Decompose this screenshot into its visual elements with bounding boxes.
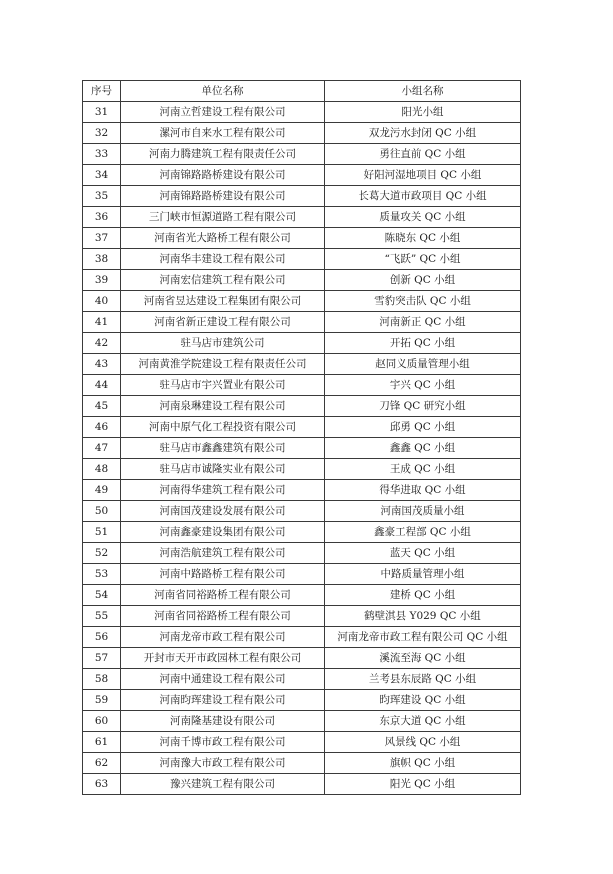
table-row [83,186,521,207]
cell-serial-number: 51 [83,522,121,543]
cell-serial-number: 43 [83,354,121,375]
cell-unit-name: 河南昀珲建设工程有限公司 [121,690,325,711]
table-row [83,627,521,648]
cell-serial-number: 50 [83,501,121,522]
table-row [83,438,521,459]
cell-serial-number: 41 [83,312,121,333]
table-row [83,333,521,354]
cell-group-name: 得华进取 QC 小组 [325,480,521,501]
cell-group-name: 河南新正 QC 小组 [325,312,521,333]
cell-serial-number: 31 [83,102,121,123]
table-row [83,774,521,795]
table-row [83,564,521,585]
table-row [83,228,521,249]
cell-group-name: 旗帜 QC 小组 [325,753,521,774]
cell-unit-name: 驻马店市宇兴置业有限公司 [121,375,325,396]
cell-group-name: 鑫鑫 QC 小组 [325,438,521,459]
cell-serial-number: 40 [83,291,121,312]
table-row [83,606,521,627]
table-row [83,123,521,144]
cell-unit-name: 河南豫大市政工程有限公司 [121,753,325,774]
table-row [83,354,521,375]
cell-serial-number: 44 [83,375,121,396]
cell-unit-name: 三门峡市恒源道路工程有限公司 [121,207,325,228]
cell-unit-name: 河南锦路路桥建设有限公司 [121,186,325,207]
cell-group-name: 邱勇 QC 小组 [325,417,521,438]
cell-serial-number: 39 [83,270,121,291]
table-row [83,732,521,753]
cell-serial-number: 54 [83,585,121,606]
table-row [83,669,521,690]
cell-group-name: 溪流至海 QC 小组 [325,648,521,669]
cell-serial-number: 34 [83,165,121,186]
cell-unit-name: 河南省新正建设工程有限公司 [121,312,325,333]
table-row [83,249,521,270]
header-group-name: 小组名称 [325,81,521,102]
cell-group-name: 勇往直前 QC 小组 [325,144,521,165]
cell-unit-name: 驻马店市建筑公司 [121,333,325,354]
table-row [83,543,521,564]
table-row [83,480,521,501]
cell-group-name: 陈晓东 QC 小组 [325,228,521,249]
cell-group-name: 蓝天 QC 小组 [325,543,521,564]
cell-group-name: 开拓 QC 小组 [325,333,521,354]
cell-unit-name: 豫兴建筑工程有限公司 [121,774,325,795]
cell-serial-number: 37 [83,228,121,249]
cell-unit-name: 河南华丰建设工程有限公司 [121,249,325,270]
cell-serial-number: 38 [83,249,121,270]
cell-group-name: 质量攻关 QC 小组 [325,207,521,228]
cell-group-name: 风景线 QC 小组 [325,732,521,753]
cell-unit-name: 河南龙帝市政工程有限公司 [121,627,325,648]
cell-group-name: 河南国茂质量小组 [325,501,521,522]
cell-serial-number: 53 [83,564,121,585]
cell-group-name: 王成 QC 小组 [325,459,521,480]
cell-unit-name: 驻马店市诚隆实业有限公司 [121,459,325,480]
table-row [83,312,521,333]
cell-serial-number: 61 [83,732,121,753]
table-row [83,459,521,480]
table-row [83,690,521,711]
table-row [83,375,521,396]
cell-serial-number: 56 [83,627,121,648]
cell-serial-number: 55 [83,606,121,627]
cell-serial-number: 60 [83,711,121,732]
cell-group-name: 双龙污水封闭 QC 小组 [325,123,521,144]
cell-unit-name: 河南国茂建设发展有限公司 [121,501,325,522]
cell-serial-number: 42 [83,333,121,354]
cell-serial-number: 48 [83,459,121,480]
table-row [83,102,521,123]
cell-group-name: 宇兴 QC 小组 [325,375,521,396]
table-row [83,417,521,438]
table-row [83,207,521,228]
table-row [83,165,521,186]
table-row [83,291,521,312]
cell-serial-number: 46 [83,417,121,438]
cell-serial-number: 62 [83,753,121,774]
cell-unit-name: 驻马店市鑫鑫建筑有限公司 [121,438,325,459]
cell-group-name: 赵同义质量管理小组 [325,354,521,375]
cell-unit-name: 河南省同裕路桥工程有限公司 [121,606,325,627]
table-row [83,144,521,165]
cell-unit-name: 河南锦路路桥建设有限公司 [121,165,325,186]
cell-group-name: 建桥 QC 小组 [325,585,521,606]
cell-group-name: 刀锋 QC 研究小组 [325,396,521,417]
cell-unit-name: 河南隆基建设有限公司 [121,711,325,732]
cell-unit-name: 河南宏信建筑工程有限公司 [121,270,325,291]
cell-unit-name: 河南得华建筑工程有限公司 [121,480,325,501]
cell-unit-name: 河南力腾建筑工程有限责任公司 [121,144,325,165]
cell-group-name: 河南龙帝市政工程有限公司 QC 小组 [325,627,521,648]
cell-unit-name: 河南省昱达建设工程集团有限公司 [121,291,325,312]
cell-unit-name: 河南泉琳建设工程有限公司 [121,396,325,417]
cell-group-name: 鑫豪工程部 QC 小组 [325,522,521,543]
cell-serial-number: 57 [83,648,121,669]
cell-unit-name: 河南黄淮学院建设工程有限责任公司 [121,354,325,375]
cell-unit-name: 河南省同裕路桥工程有限公司 [121,585,325,606]
cell-serial-number: 49 [83,480,121,501]
table-row [83,753,521,774]
cell-serial-number: 63 [83,774,121,795]
cell-group-name: 昀珲建设 QC 小组 [325,690,521,711]
cell-unit-name: 河南立哲建设工程有限公司 [121,102,325,123]
cell-unit-name: 河南千博市政工程有限公司 [121,732,325,753]
cell-group-name: 好阳河湿地项目 QC 小组 [325,165,521,186]
table-row [83,270,521,291]
cell-unit-name: 河南鑫豪建设集团有限公司 [121,522,325,543]
cell-group-name: 创新 QC 小组 [325,270,521,291]
cell-serial-number: 36 [83,207,121,228]
cell-unit-name: 河南省光大路桥工程有限公司 [121,228,325,249]
cell-serial-number: 32 [83,123,121,144]
cell-group-name: 阳光 QC 小组 [325,774,521,795]
cell-group-name: 雪豹突击队 QC 小组 [325,291,521,312]
cell-group-name: 兰考县东辰路 QC 小组 [325,669,521,690]
cell-unit-name: 河南浩航建筑工程有限公司 [121,543,325,564]
cell-group-name: 鹤壁淇县 Y029 QC 小组 [325,606,521,627]
cell-group-name: 东京大道 QC 小组 [325,711,521,732]
header-serial-number: 序号 [83,81,121,102]
table-row [83,522,521,543]
cell-group-name: 阳光小组 [325,102,521,123]
cell-group-name: 长葛大道市政项目 QC 小组 [325,186,521,207]
cell-serial-number: 35 [83,186,121,207]
cell-unit-name: 河南中通建设工程有限公司 [121,669,325,690]
cell-serial-number: 59 [83,690,121,711]
cell-unit-name: 开封市天开市政园林工程有限公司 [121,648,325,669]
header-unit-name: 单位名称 [121,81,325,102]
table-header-row [83,81,521,102]
table-row [83,711,521,732]
cell-serial-number: 47 [83,438,121,459]
cell-group-name: 中路质量管理小组 [325,564,521,585]
cell-unit-name: 河南中原气化工程投资有限公司 [121,417,325,438]
table-row [83,501,521,522]
cell-serial-number: 33 [83,144,121,165]
cell-serial-number: 45 [83,396,121,417]
cell-unit-name: 河南中路路桥工程有限公司 [121,564,325,585]
table-row [83,648,521,669]
qc-group-table [82,80,521,795]
cell-group-name: “飞跃” QC 小组 [325,249,521,270]
cell-serial-number: 58 [83,669,121,690]
cell-serial-number: 52 [83,543,121,564]
table-row [83,396,521,417]
table-row [83,585,521,606]
cell-unit-name: 漯河市自来水工程有限公司 [121,123,325,144]
